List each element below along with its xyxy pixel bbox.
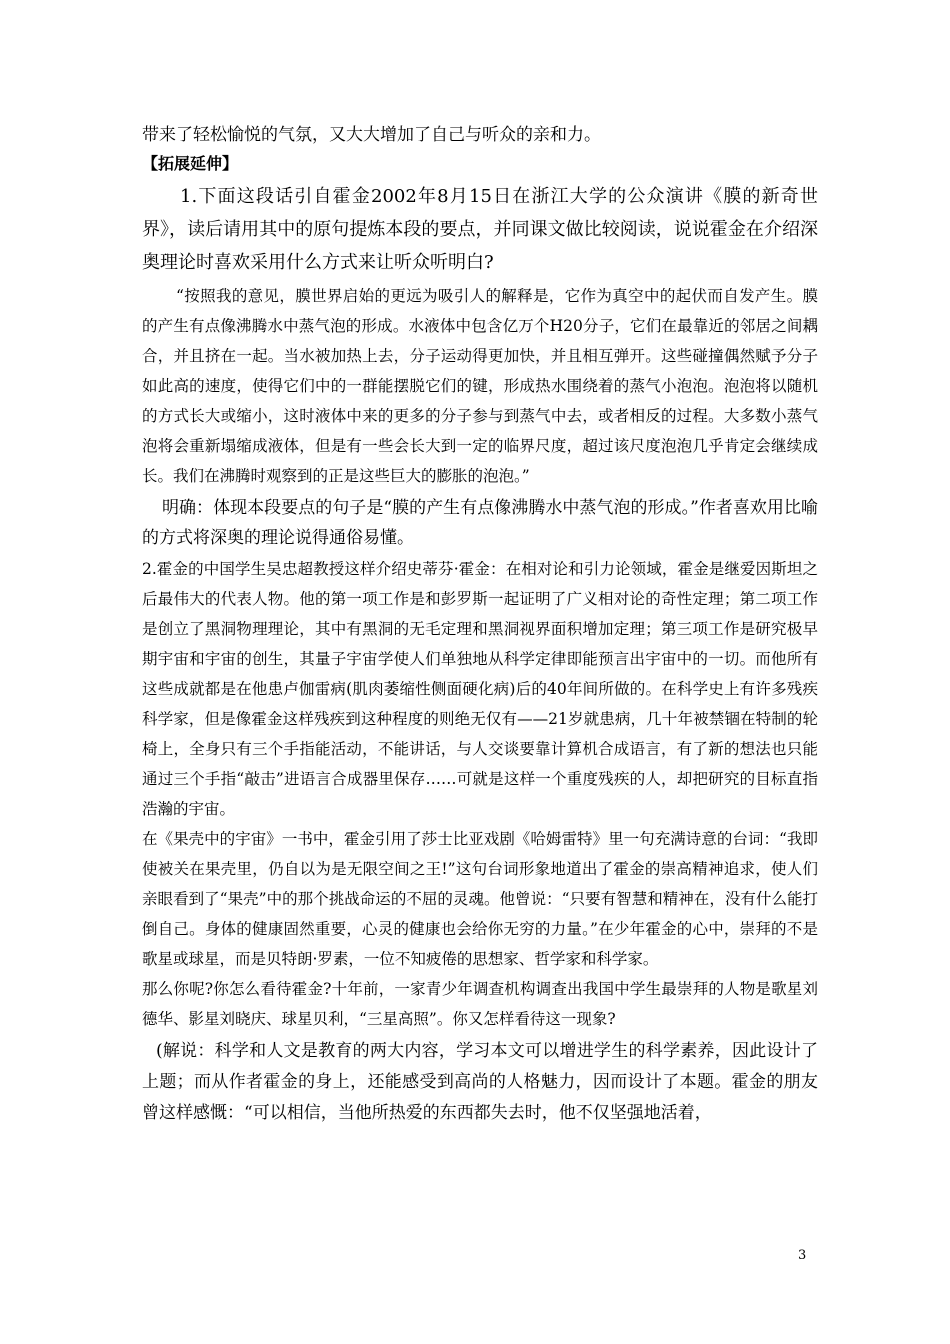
section-heading: 【拓展延伸】 xyxy=(142,154,239,173)
page-body xyxy=(142,120,818,1129)
intro-tail-paragraph: 带来了轻松愉悦的气氛，又大大增加了自己与听众的亲和力。 xyxy=(142,125,601,145)
answer-paragraph: 明确：体现本段要点的句子是“膜的产生有点像沸腾水中蒸气泡的形成。”作者喜欢用比喻的方式将深奥的理论说得通俗易懂。 xyxy=(142,498,818,548)
question-2: 2.霍金的中国学生吴忠超教授这样介绍史蒂芬·霍金：在相对论和引力论领域，霍金是继爱因斯坦之后最伟大的代表人物。他的第一项工作是和彭罗斯一起证明了广义相对论的奇性定理；第二项工作是创立了黑洞物理理论，其中有黑洞的无毛定理和黑洞视界面积增加定理；第三项工作是研究极早期宇宙和宇宙的创生，其量子宇宙学使人们单独地从科学定律即能预言出宇宙中的一切。而他所有这些成就都是在他患卢伽雷病(肌肉萎缩性侧面硬化病)后的40年间所做的。在科学史上有许多残疾科学家，但是像霍金这样残疾到这种程度的则绝无仅有——21岁就患病，几十年被禁锢在特制的轮椅上，全身只有三个手指能活动，不能讲话，与人交谈要靠计算机合成语言，有了新的想法也只能通过三个手指“敲击”进语言合成器里保存……可就是这样一个重度残疾的人，却把研究的目标直指浩瀚的宇宙。 xyxy=(142,560,818,818)
explanation-paragraph: (解说：科学和人文是教育的两大内容，学习本文可以增进学生的科学素养，因此设计了上题；而从作者霍金的身上，还能感受到高尚的人格魅力，因而设计了本题。霍金的朋友曾这样感慨：“可以相信，当他所热爱的东西都失去时，他不仅坚强地活着， xyxy=(142,1041,818,1123)
hawking-quote: “按照我的意见，膜世界启始的更远为吸引人的解释是，它作为真空中的起伏而自发产生。膜的产生有点像沸腾水中蒸气泡的形成。水液体中包含亿万个H20分子，它们在最靠近的邻居之间耦合，并且挤在一起。当水被加热上去，分子运动得更加快，并且相互弹开。这些碰撞偶然赋予分子如此高的速度，使得它们中的一群能摆脱它们的键，形成热水围绕着的蒸气小泡泡。泡泡将以随机的方式长大或缩小，这时液体中来的更多的分子参与到蒸气中去，或者相反的过程。大多数小蒸气泡将会重新塌缩成液体，但是有一些会长大到一定的临界尺度，超过该尺度泡泡几乎肯定会继续成长。我们在沸腾时观察到的正是这些巨大的膨胀的泡泡。” xyxy=(142,287,818,485)
page-number: 3 xyxy=(798,1248,807,1263)
nutshell-paragraph: 在《果壳中的宇宙》一书中，霍金引用了莎士比亚戏剧《哈姆雷特》里一句充满诗意的台词：“我即使被关在果壳里，仍自以为是无限空间之王!”这句台词形象地道出了霍金的崇高精神追求，使人们亲眼看到了“果壳”中的那个挑战命运的不屈的灵魂。他曾说：“只要有智慧和精神在，没有什么能打倒自己。身体的健康固然重要，心灵的健康也会给你无穷的力量。”在少年霍金的心中，崇拜的不是歌星或球星，而是贝特朗·罗素，一位不知疲倦的思想家、哲学家和科学家。 xyxy=(142,830,818,968)
question-you-paragraph: 那么你呢?你怎么看待霍金?十年前，一家青少年调查机构调查出我国中学生最崇拜的人物是歌星刘德华、影星刘晓庆、球星贝利，“三星高照”。你又怎样看待这一现象? xyxy=(142,980,818,1028)
question-1: 1.下面这段话引自霍金2002年8月15日在浙江大学的公众演讲《膜的新奇世界》，读后请用其中的原句提炼本段的要点，并同课文做比较阅读，说说霍金在介绍深奥理论时喜欢采用什么方式来让听众听明白? xyxy=(142,186,818,273)
